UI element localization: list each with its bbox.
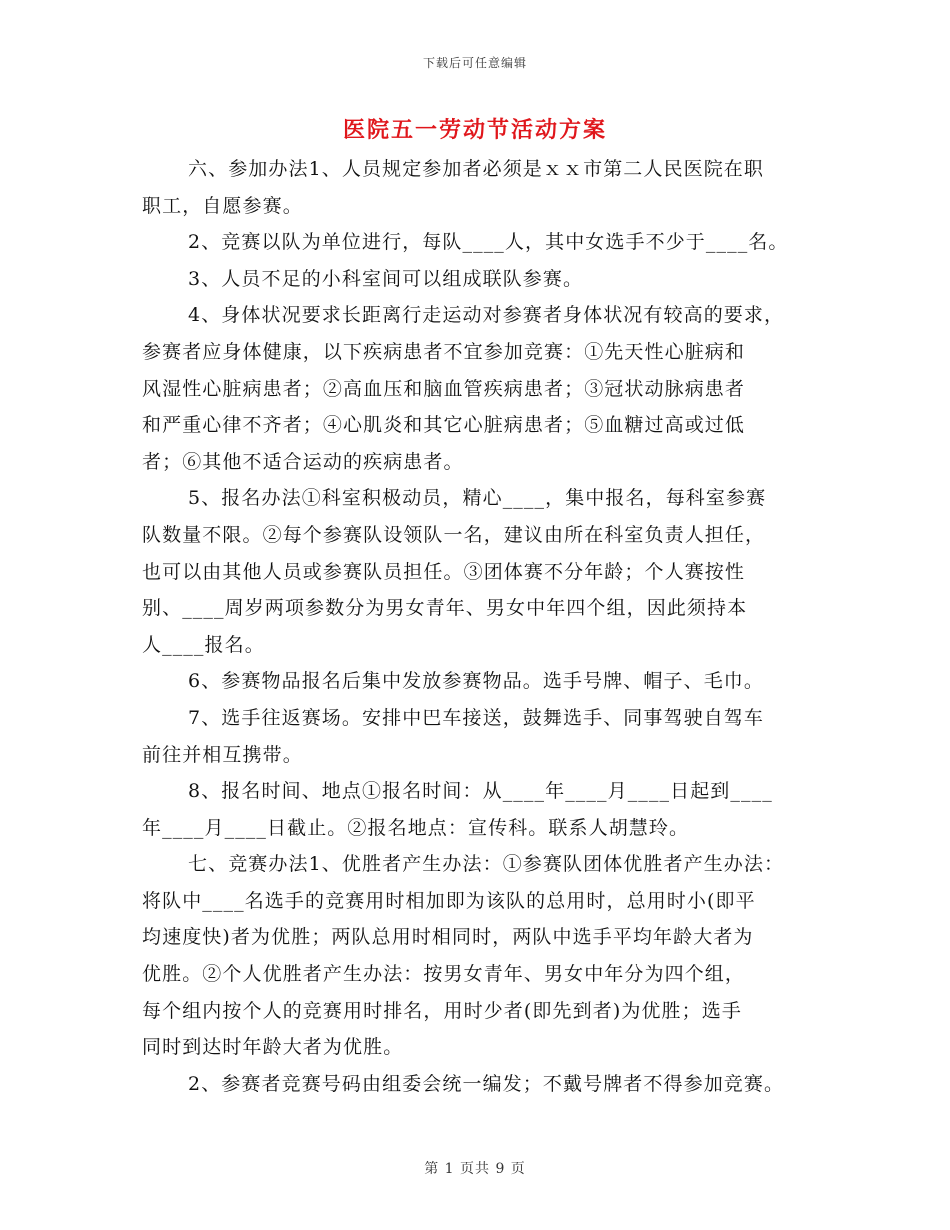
paragraph-line: 和严重心律不齐者；④心肌炎和其它心脏病患者；⑤血糖过高或过低: [142, 414, 746, 437]
page-header: 下载后可任意编辑: [422, 56, 527, 70]
paragraph-line: 将队中____名选手的竞赛用时相加即为该队的总用时，总用时小(即平: [142, 889, 756, 912]
paragraph-line: 6、参赛物品报名后集中发放参赛物品。选手号牌、帽子、毛巾。: [188, 670, 764, 693]
paragraph-line: 每个组内按个人的竞赛用时排名，用时少者(即先到者)为优胜；选手: [142, 999, 742, 1022]
paragraph-line: 8、报名时间、地点①报名时间：从____年____月____日起到____: [188, 780, 773, 803]
page-footer: 第 1 页共 9 页: [424, 1161, 526, 1177]
paragraph-line: 参赛者应身体健康，以下疾病患者不宜参加竞赛：①先天性心脏病和: [142, 340, 746, 363]
paragraph-line: 2、参赛者竞赛号码由组委会统一编发；不戴号牌者不得参加竞赛。: [188, 1072, 785, 1095]
paragraph-line: 也可以由其他人员或参赛队员担任。③团体赛不分年龄；个人赛按性: [142, 560, 746, 583]
paragraph-line: 优胜。②个人优胜者产生办法：按男女青年、男女中年分为四个组，: [142, 963, 746, 986]
paragraph-line: 5、报名办法①科室积极动员，精心____，集中报名，每科室参赛: [188, 487, 767, 510]
document-body: [142, 151, 832, 1102]
paragraph-line: 者；⑥其他不适合运动的疾病患者。: [142, 450, 464, 473]
paragraph-line: 别、____周岁两项参数分为男女青年、男女中年四个组，因此须持本: [142, 597, 748, 620]
paragraph-line: 人____报名。: [142, 633, 265, 656]
paragraph-line: 队数量不限。②每个参赛队设领队一名，建议由所在科室负责人担任，: [142, 523, 766, 546]
paragraph-line: 前往并相互携带。: [142, 743, 303, 766]
paragraph-line: 4、身体状况要求长距离行走运动对参赛者身体状况有较高的要求，: [188, 304, 785, 327]
paragraph-line: 职工，自愿参赛。: [142, 194, 303, 217]
paragraph-line: 7、选手往返赛场。安排中巴车接送，鼓舞选手、同事驾驶自驾车: [188, 706, 764, 729]
paragraph-line: 均速度快)者为优胜；两队总用时相同时，两队中选手平均年龄大者为: [142, 926, 754, 949]
paragraph-line: 同时到达时年龄大者为优胜。: [142, 1036, 404, 1059]
paragraph-line: 2、竞赛以队为单位进行，每队____人，其中女选手不少于____名。: [188, 231, 789, 254]
paragraph-line: 七、竞赛办法1、优胜者产生办法：①参赛队团体优胜者产生办法：: [188, 853, 785, 876]
paragraph-line: 3、人员不足的小科室间可以组成联队参赛。: [188, 267, 584, 290]
paragraph-line: 风湿性心脏病患者；②高血压和脑血管疾病患者；③冠状动脉病患者: [142, 377, 746, 400]
paragraph-line: 年____月____日截止。②报名地点：宣传科。联系人胡慧玲。: [142, 816, 690, 839]
document-title: 医院五一劳动节活动方案: [342, 117, 607, 143]
paragraph-line: 六、参加办法1、人员规定参加者必须是ｘｘ市第二人民医院在职: [188, 158, 764, 180]
